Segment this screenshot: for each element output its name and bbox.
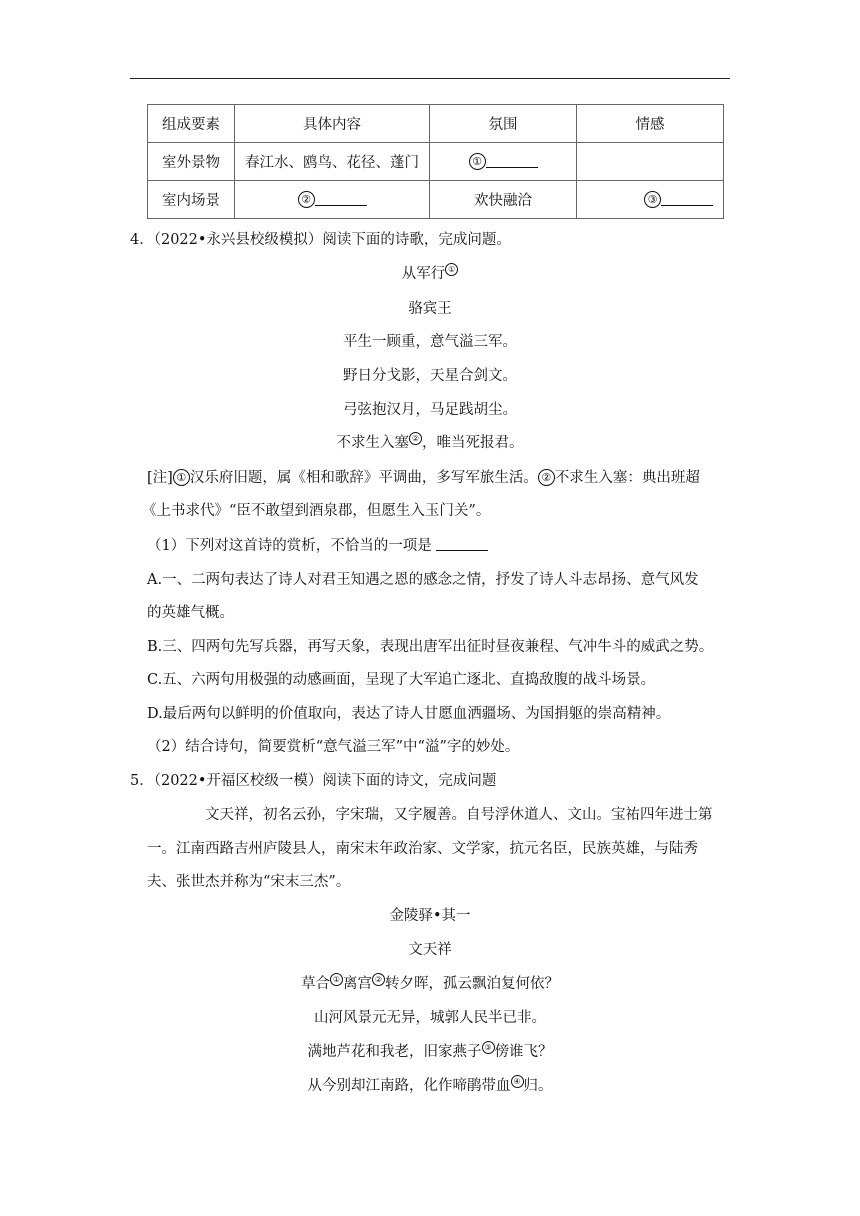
option-c: C.五、六两句用极强的动感画面，呈现了大军追亡逐北、直捣敌腹的战斗场景。 <box>147 672 656 688</box>
footnote-marker: ② <box>538 469 555 486</box>
option-a-cont: 的英雄气概。 <box>147 605 234 621</box>
table-cell: 室外景物 <box>148 143 235 181</box>
table-cell: 室内场景 <box>148 181 235 219</box>
poem-line: 野日分戈影，天星合剑文。 <box>343 368 517 384</box>
poem-author: 骆宾王 <box>408 301 452 317</box>
intro-paragraph: 文天祥，初名云孙，字宋瑞，又字履善。自号浮休道人、文山。宝祐四年进士第 <box>205 807 713 823</box>
table-header-row <box>148 105 724 143</box>
table-header-cell: 氛围 <box>430 105 577 143</box>
table-cell <box>577 181 724 219</box>
option-a: A.一、二两句表达了诗人对君王知遇之恩的感念之情，抒发了诗人斗志昂扬、意气风发 <box>147 572 699 588</box>
subquestion-2: （2）结合诗句，简要赏析“意气溢三军”中“溢”字的妙处。 <box>147 739 520 755</box>
answer-blank <box>486 153 538 168</box>
footnote-marker: ② <box>372 973 385 986</box>
answer-blank <box>315 191 367 206</box>
poem-line: 草合 ① 离宫 ② 转夕晖，孤云飘泊复何依？ <box>301 975 559 992</box>
annotation-line-2: 《上书求代》“臣不敢望到酒泉郡，但愿生入玉门关”。 <box>142 503 491 519</box>
table-cell <box>430 143 577 181</box>
table-row <box>148 181 724 219</box>
table-header-cell: 具体内容 <box>235 105 430 143</box>
answer-blank <box>436 538 488 551</box>
question-4-header: 4．（2022•永兴县校级模拟）阅读下面的诗歌，完成问题。 <box>130 232 511 248</box>
footnote-marker: ② <box>409 432 422 445</box>
table-cell <box>577 143 724 181</box>
footnote-marker: ③ <box>482 1041 495 1054</box>
table-cell: 春江水、鸥鸟、花径、蓬门 <box>235 143 430 181</box>
footnote-marker: ① <box>330 973 343 986</box>
poem-line: 弓弦抱汉月，马足践胡尘。 <box>343 402 517 418</box>
footnote-marker: ① <box>173 469 190 486</box>
table-row <box>148 143 724 181</box>
poem-line: 山河风景元无异，城郭人民半已非。 <box>314 1010 546 1026</box>
table-cell: 欢快融洽 <box>430 181 577 219</box>
intro-paragraph: 夫、张世杰并称为“宋末三杰”。 <box>147 874 351 890</box>
poem-title: 从军行 ① <box>130 262 730 283</box>
subquestion-1: （1）下列对这首诗的赏析，不恰当的一项是 <box>147 534 488 555</box>
question-5-header: 5．（2022•开福区校级一模）阅读下面的诗文，完成问题 <box>130 773 497 789</box>
poem-title: 金陵驿•其一 <box>389 908 471 924</box>
option-d: D.最后两句以鲜明的价值取向，表达了诗人甘愿血洒疆场、为国捐躯的崇高精神。 <box>147 706 671 722</box>
poem-line: 不求生入塞 ② ，唯当死报君。 <box>336 434 524 451</box>
blank-marker: ② <box>298 191 315 208</box>
table-header-cell: 组成要素 <box>148 105 235 143</box>
annotation: [注] ① 汉乐府旧题，属《相和歌辞》平调曲，多写军旅生活。 ② 不求生入塞：典出班超 <box>147 470 700 486</box>
footnote-marker: ① <box>445 263 458 276</box>
poem-line: 满地芦花和我老，旧家燕子 ③ 傍谁飞？ <box>307 1043 553 1060</box>
poem-author: 文天祥 <box>408 942 452 958</box>
intro-paragraph: 一。江南西路吉州庐陵县人，南宋末年政治家、文学家，抗元名臣，民族英雄，与陆秀 <box>147 841 698 857</box>
summary-table <box>147 104 724 219</box>
poem-line: 从今别却江南路，化作啼鹃带血 ④ 归。 <box>307 1077 553 1094</box>
answer-blank <box>661 191 713 206</box>
blank-marker: ③ <box>644 191 661 208</box>
blank-marker: ① <box>469 153 486 170</box>
footnote-marker: ④ <box>511 1075 524 1088</box>
table-cell <box>235 181 430 219</box>
option-b: B.三、四两句先写兵器，再写天象，表现出唐军出征时昼夜兼程、气冲牛斗的威武之势。 <box>147 639 714 655</box>
header-rule <box>130 78 730 79</box>
table-header-cell: 情感 <box>577 105 724 143</box>
poem-line: 平生一顾重，意气溢三军。 <box>343 334 517 350</box>
